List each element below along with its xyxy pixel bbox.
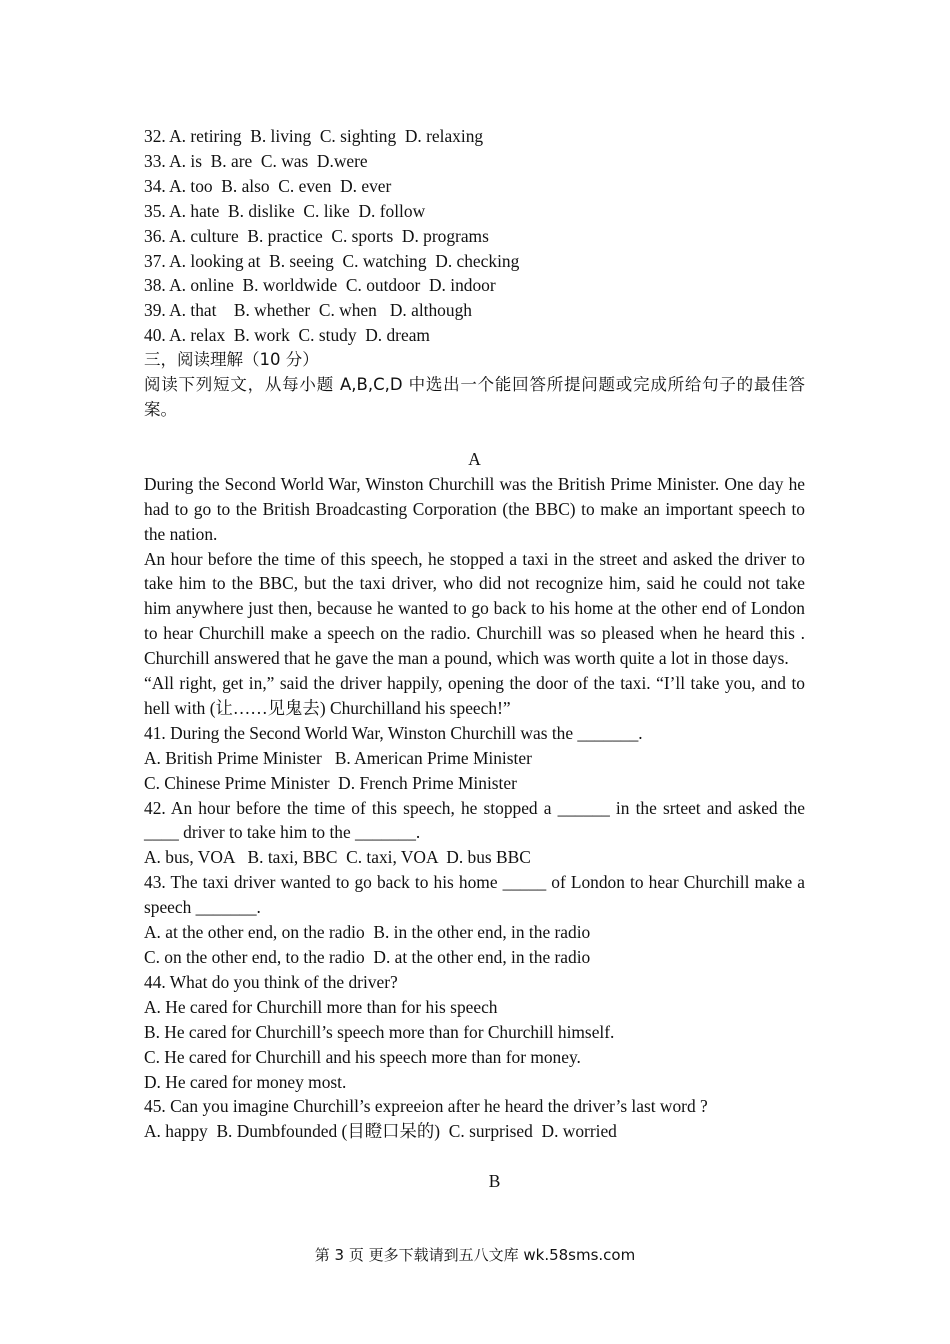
q41-stem: 41. During the Second World War, Winston Churchill was the _______. [144,722,643,743]
q43-options-line: A. at the other end, on the radio B. in the other end, in the radio [144,922,591,943]
q43-options-line: C. on the other end, to the radio D. at the other end, in the radio [144,947,591,967]
q33-options: 33. A. is B. are C. was D.were [144,150,368,171]
page-content [144,124,805,1194]
q45-stem: 45. Can you imagine Churchill’s expreeion after he heard the driver’s last word ? [144,1096,708,1117]
passage-a-paragraph: An hour before the time of this speech, he stopped a taxi in the street and asked the driver to take him to the BBC, but the taxi driver, who did not recognize him, said he could not take him anywhere just then, because he wanted to go back to his home at the other end of London to hear Churchill make a speech on the radio. Churchill was so pleased when he heard this . Churchill answered that he gave the man a pound, which was worth quite a lot in those days. [144,548,805,669]
q43-stem: 43. The taxi driver wanted to go back to his home _____ of London to hear Churchill make a speech _______. [144,872,805,918]
passage-a-paragraph: “All right, get in,” said the driver happily, opening the door of the taxi. “I’ll take you, and to hell with (让……见鬼去) Churchilland his speech!” [144,673,805,718]
section-instructions: 阅读下列短文，从每小题 A,B,C,D 中选出一个能回答所提问题或完成所给句子的最佳答案。 [144,375,805,419]
q44-option: C. He cared for Churchill and his speech more than for money. [144,1046,581,1067]
passage-a-title: A [468,448,481,469]
q44-stem: 44. What do you think of the driver? [144,971,398,992]
page-footer: 第 3 页 更多下载请到五八文库 wk.58sms.com [314,1246,636,1264]
q34-options: 34. A. too B. also C. even D. ever [144,175,392,196]
q40-options: 40. A. relax B. work C. study D. dream [144,325,430,346]
q44-option: D. He cared for money most. [144,1071,347,1092]
section-heading: 三，阅读理解（10 分） [144,350,319,370]
passage-a-paragraph: During the Second World War, Winston Churchill was the British Prime Minister. One day he had to go to the British Broadcasting Corporation (the BBC) to make an important speech to the nation. [144,473,805,544]
q45-options-line: A. happy B. Dumbfounded (目瞪口呆的) C. surprised D. worried [144,1121,617,1142]
q42-options-line: A. bus, VOA B. taxi, BBC C. taxi, VOA D. bus BBC [144,847,531,868]
q41-options-line: A. British Prime Minister B. American Prime Minister [144,747,532,768]
q44-option: A. He cared for Churchill more than for his speech [144,996,498,1017]
q41-options-line: C. Chinese Prime Minister D. French Prime Minister [144,772,517,793]
q39-options: 39. A. that B. whether C. when D. although [144,300,472,321]
q36-options: 36. A. culture B. practice C. sports D. programs [144,225,489,246]
passage-b-title: B [488,1171,501,1192]
q32-options: 32. A. retiring B. living C. sighting D. relaxing [144,126,484,146]
q44-option: B. He cared for Churchill’s speech more than for Churchill himself. [144,1021,615,1042]
q42-stem: 42. An hour before the time of this speech, he stopped a ______ in the srteet and asked the ____ driver to take him to the _______. [144,797,805,843]
q38-options: 38. A. online B. worldwide C. outdoor D. indoor [144,275,496,296]
q37-options: 37. A. looking at B. seeing C. watching D. checking [144,250,520,271]
q35-options: 35. A. hate B. dislike C. like D. follow [144,200,426,221]
